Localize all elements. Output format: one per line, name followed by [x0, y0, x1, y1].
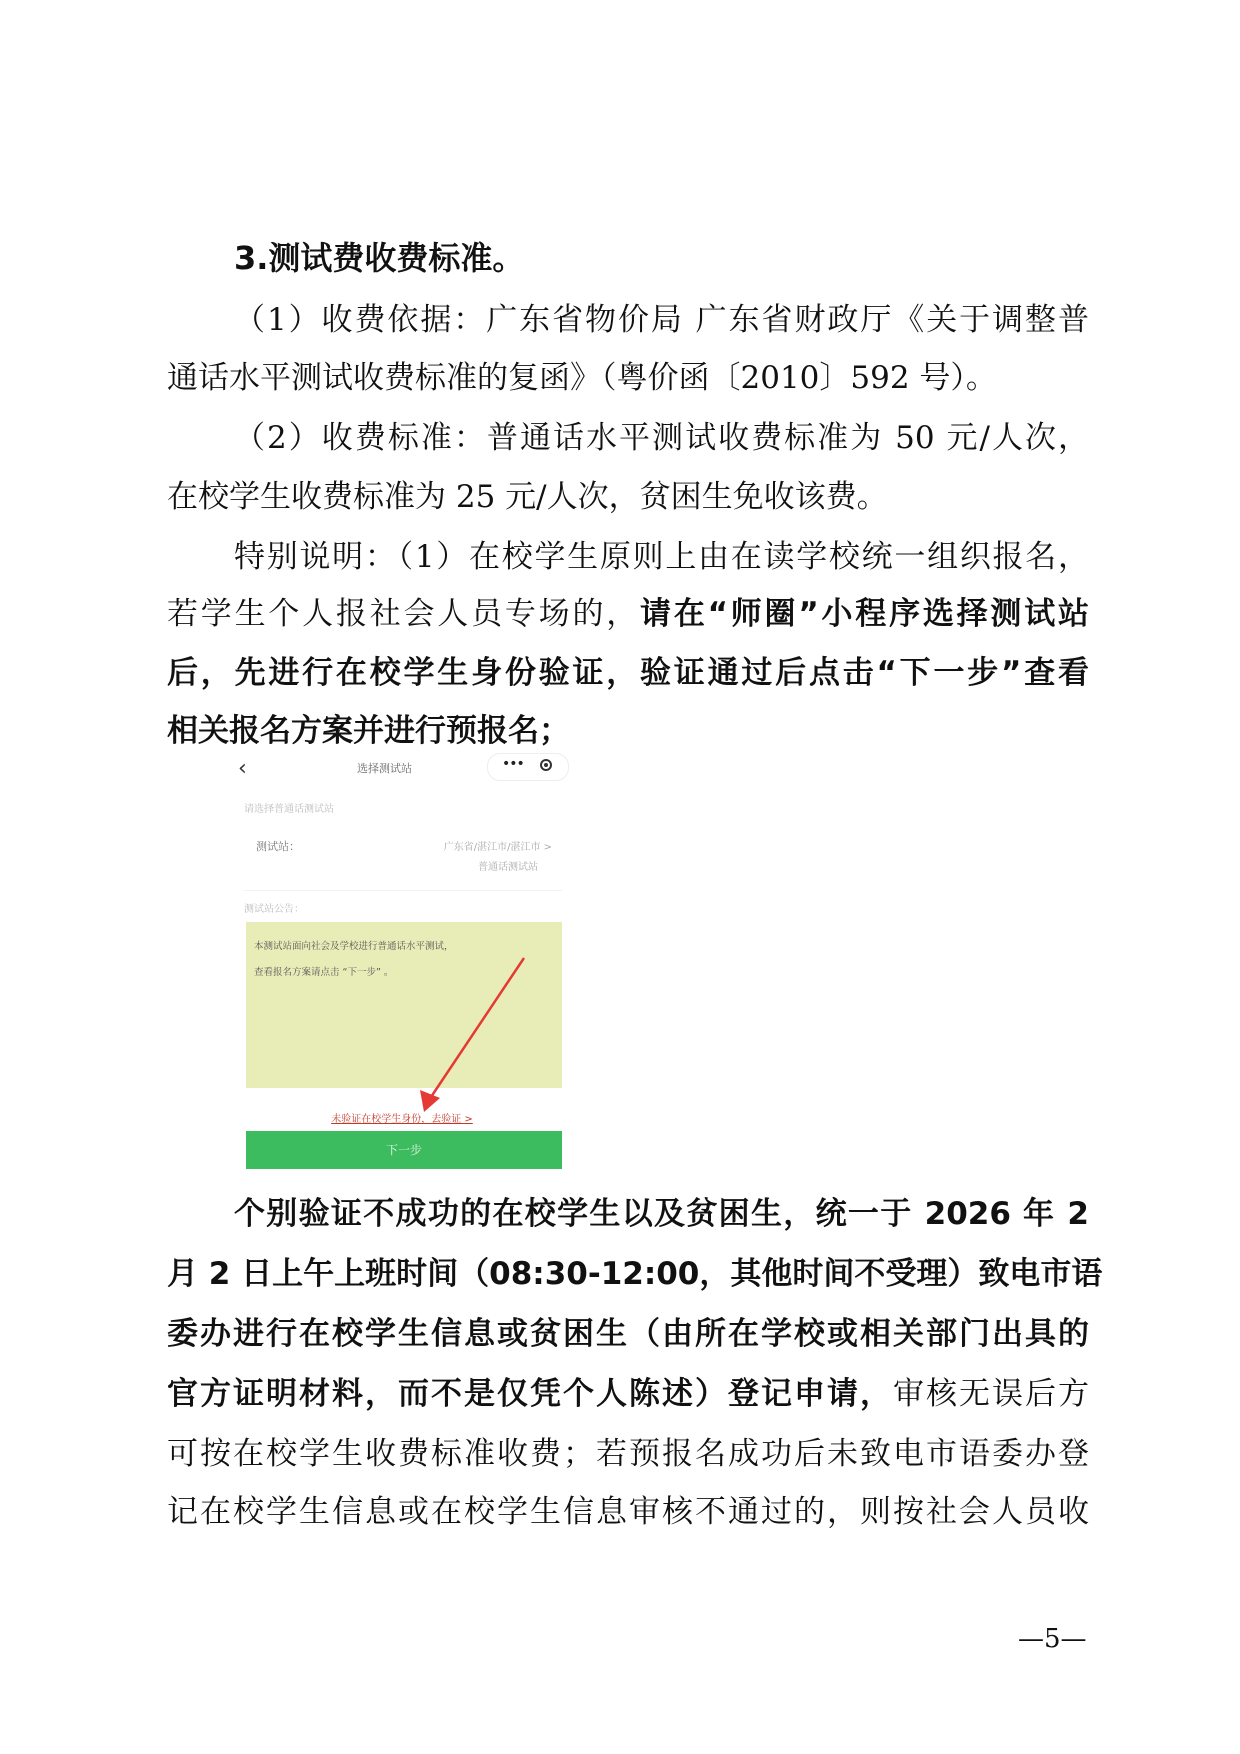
phone-page-title: 选择测试站 [357, 762, 412, 775]
back-chevron-icon[interactable]: ‹ [238, 756, 247, 781]
mini-program-screenshot [232, 748, 572, 1178]
paragraph-special-line-1: 特别说明：（1）在校学生原则上由在读学校统一组织报名， [234, 539, 1089, 575]
paragraph-special-line-4: 相关报名方案并进行预报名； [167, 713, 570, 749]
paragraph-followup-line-3: 委办进行在校学生信息或贫困生（由所在学校或相关部门出具的 [167, 1316, 1089, 1352]
more-dots-icon[interactable]: ••• [502, 756, 524, 772]
followup-line-4-bold: 官方证明材料，而不是仅凭个人陈述）登记申请， [167, 1376, 893, 1412]
notice-label: 测试站公告： [244, 904, 304, 915]
notice-text-1: 本测试站面向社会及学校进行普通话水平测试， [254, 941, 454, 952]
close-target-icon[interactable] [540, 759, 552, 771]
capsule-menu[interactable] [487, 753, 569, 781]
paragraph-basis-line-1: （1）收费依据：广东省物价局 广东省财政厅《关于调整普 [234, 302, 1089, 338]
paragraph-basis-line-2: 通话水平测试收费标准的复函》（粤价函〔2010〕592 号）。 [167, 360, 997, 396]
special-line-2-regular: 若学生个人报社会人员专场的， [167, 596, 641, 632]
station-region: 广东省/湛江市/湛江市 > [443, 842, 552, 853]
paragraph-followup-line-2: 月 2 日上午上班时间（08:30-12:00，其他时间不受理）致电市语 [167, 1256, 1103, 1292]
next-step-button[interactable]: 下一步 [246, 1131, 562, 1169]
station-name: 普通话测试站 [478, 862, 538, 873]
paragraph-followup-line-1: 个别验证不成功的在校学生以及贫困生，统一于 2026 年 2 [234, 1196, 1089, 1232]
paragraph-special-line-3: 后，先进行在校学生身份验证，验证通过后点击“下一步”查看 [167, 655, 1089, 691]
select-station-hint: 请选择普通话测试站 [244, 804, 334, 815]
station-label: 测试站： [256, 840, 300, 853]
special-line-2-bold: 请在“师圈”小程序选择测试站 [640, 596, 1090, 632]
paragraph-followup-line-5: 可按在校学生收费标准收费；若预报名成功后未致电市语委办登 [167, 1436, 1089, 1472]
page-number: —5— [1018, 1624, 1087, 1654]
paragraph-standard-line-1: （2）收费标准：普通话水平测试收费标准为 50 元/人次， [234, 420, 1089, 456]
red-arrow-annotation-icon [246, 922, 562, 1122]
paragraph-followup-line-6: 记在校学生信息或在校学生信息审核不通过的，则按社会人员收 [167, 1494, 1089, 1530]
station-select-row[interactable] [244, 828, 562, 891]
verify-student-link[interactable]: 未验证在校学生身份，去验证 > [331, 1114, 473, 1125]
followup-line-4-regular: 审核无误后方 [893, 1376, 1089, 1412]
notice-text-2: 查看报名方案请点击 “下一步” 。 [254, 967, 394, 978]
paragraph-standard-line-2: 在校学生收费标准为 25 元/人次，贫困生免收该费。 [167, 479, 888, 515]
paragraph-followup-line-4 [167, 1374, 1089, 1414]
paragraph-special-line-2 [167, 594, 1089, 634]
section-heading: 3.测试费收费标准。 [234, 239, 525, 277]
